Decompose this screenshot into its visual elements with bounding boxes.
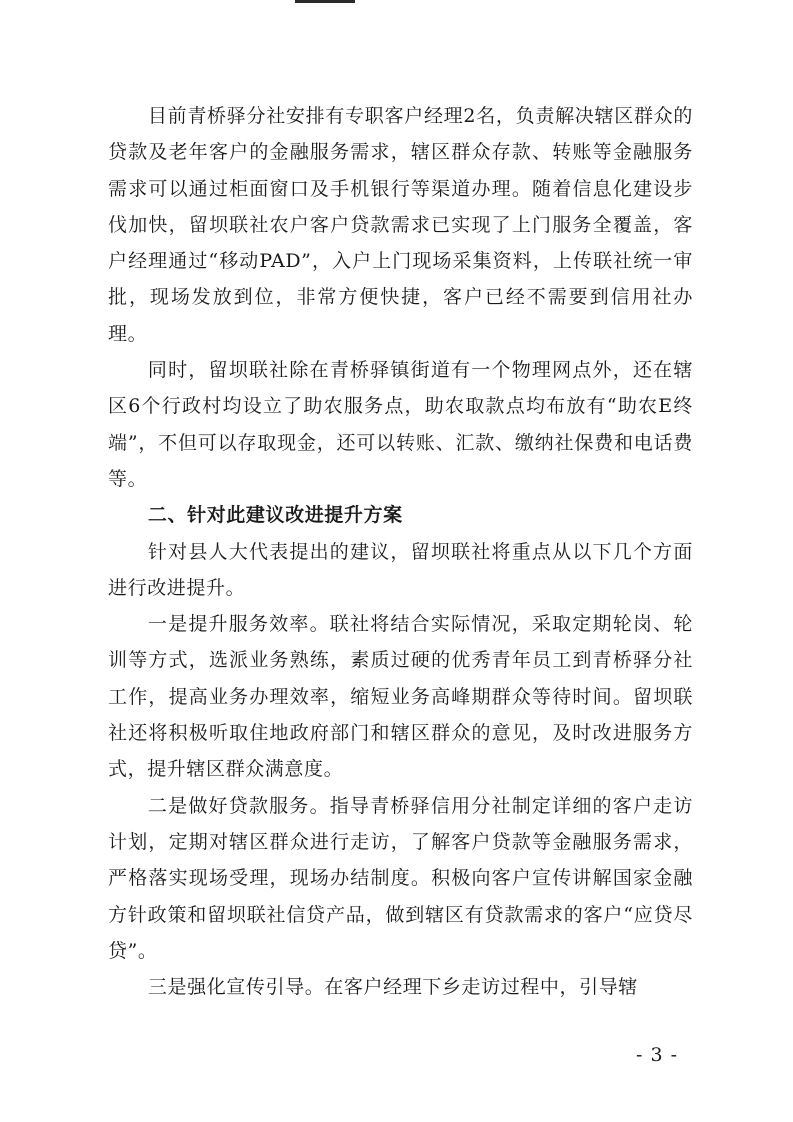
paragraph-service-arrangement: 目前青桥驿分社安排有专职客户经理2名，负责解决辖区群众的贷款及老年客户的金融服务需求，辖区群众存款、转账等金融服务需求可以通过柜面窗口及手机银行等渠道办理。随着信息化建设步伐加快，留坝联社农户客户贷款需求已实现了上门服务全覆盖，客户经理通过“移动PAD”，入户上门现场采集资料，上传联社统一审批，现场发放到位，非常方便快捷，客户已经不需要到信用社办理。 [108, 105, 693, 345]
paragraph-publicity: 三是强化宣传引导。在客户经理下乡走访过程中，引导辖 [147, 976, 638, 999]
section-heading: 二、针对此建议改进提升方案 [147, 504, 403, 527]
paragraph-efficiency: 一是提升服务效率。联社将结合实际情况，采取定期轮岗、轮训等方式，选派业务熟练，素质过硬的优秀青年员工到青桥驿分社工作，提高业务办理效率，缩短业务高峰期群众等待时间。留坝联社还将积极听取住地政府部门和辖区群众的意见，及时改进服务方式，提升辖区群众满意度。 [108, 613, 693, 781]
paragraph-intro: 针对县人大代表提出的建议，留坝联社将重点从以下几个方面进行改进提升。 [108, 540, 693, 599]
paragraph-service-points: 同时，留坝联社除在青桥驿镇街道有一个物理网点外，还在辖区6个行政村均设立了助农服务点，助农取款点均布放有“助农E终端”，不但可以存取现金，还可以转账、汇款、缴纳社保费和电话费等。 [108, 359, 693, 490]
page-number: - 3 - [636, 1044, 679, 1066]
scan-artifact [295, 0, 355, 3]
document-body [108, 98, 693, 1005]
paragraph-loan-service: 二是做好贷款服务。指导青桥驿信用分社制定详细的客户走访计划，定期对辖区群众进行走访，了解客户贷款等金融服务需求，严格落实现场受理，现场办结制度。积极向客户宣传讲解国家金融方针政策和留坝联社信贷产品，做到辖区有贷款需求的客户“应贷尽贷”。 [108, 794, 693, 962]
